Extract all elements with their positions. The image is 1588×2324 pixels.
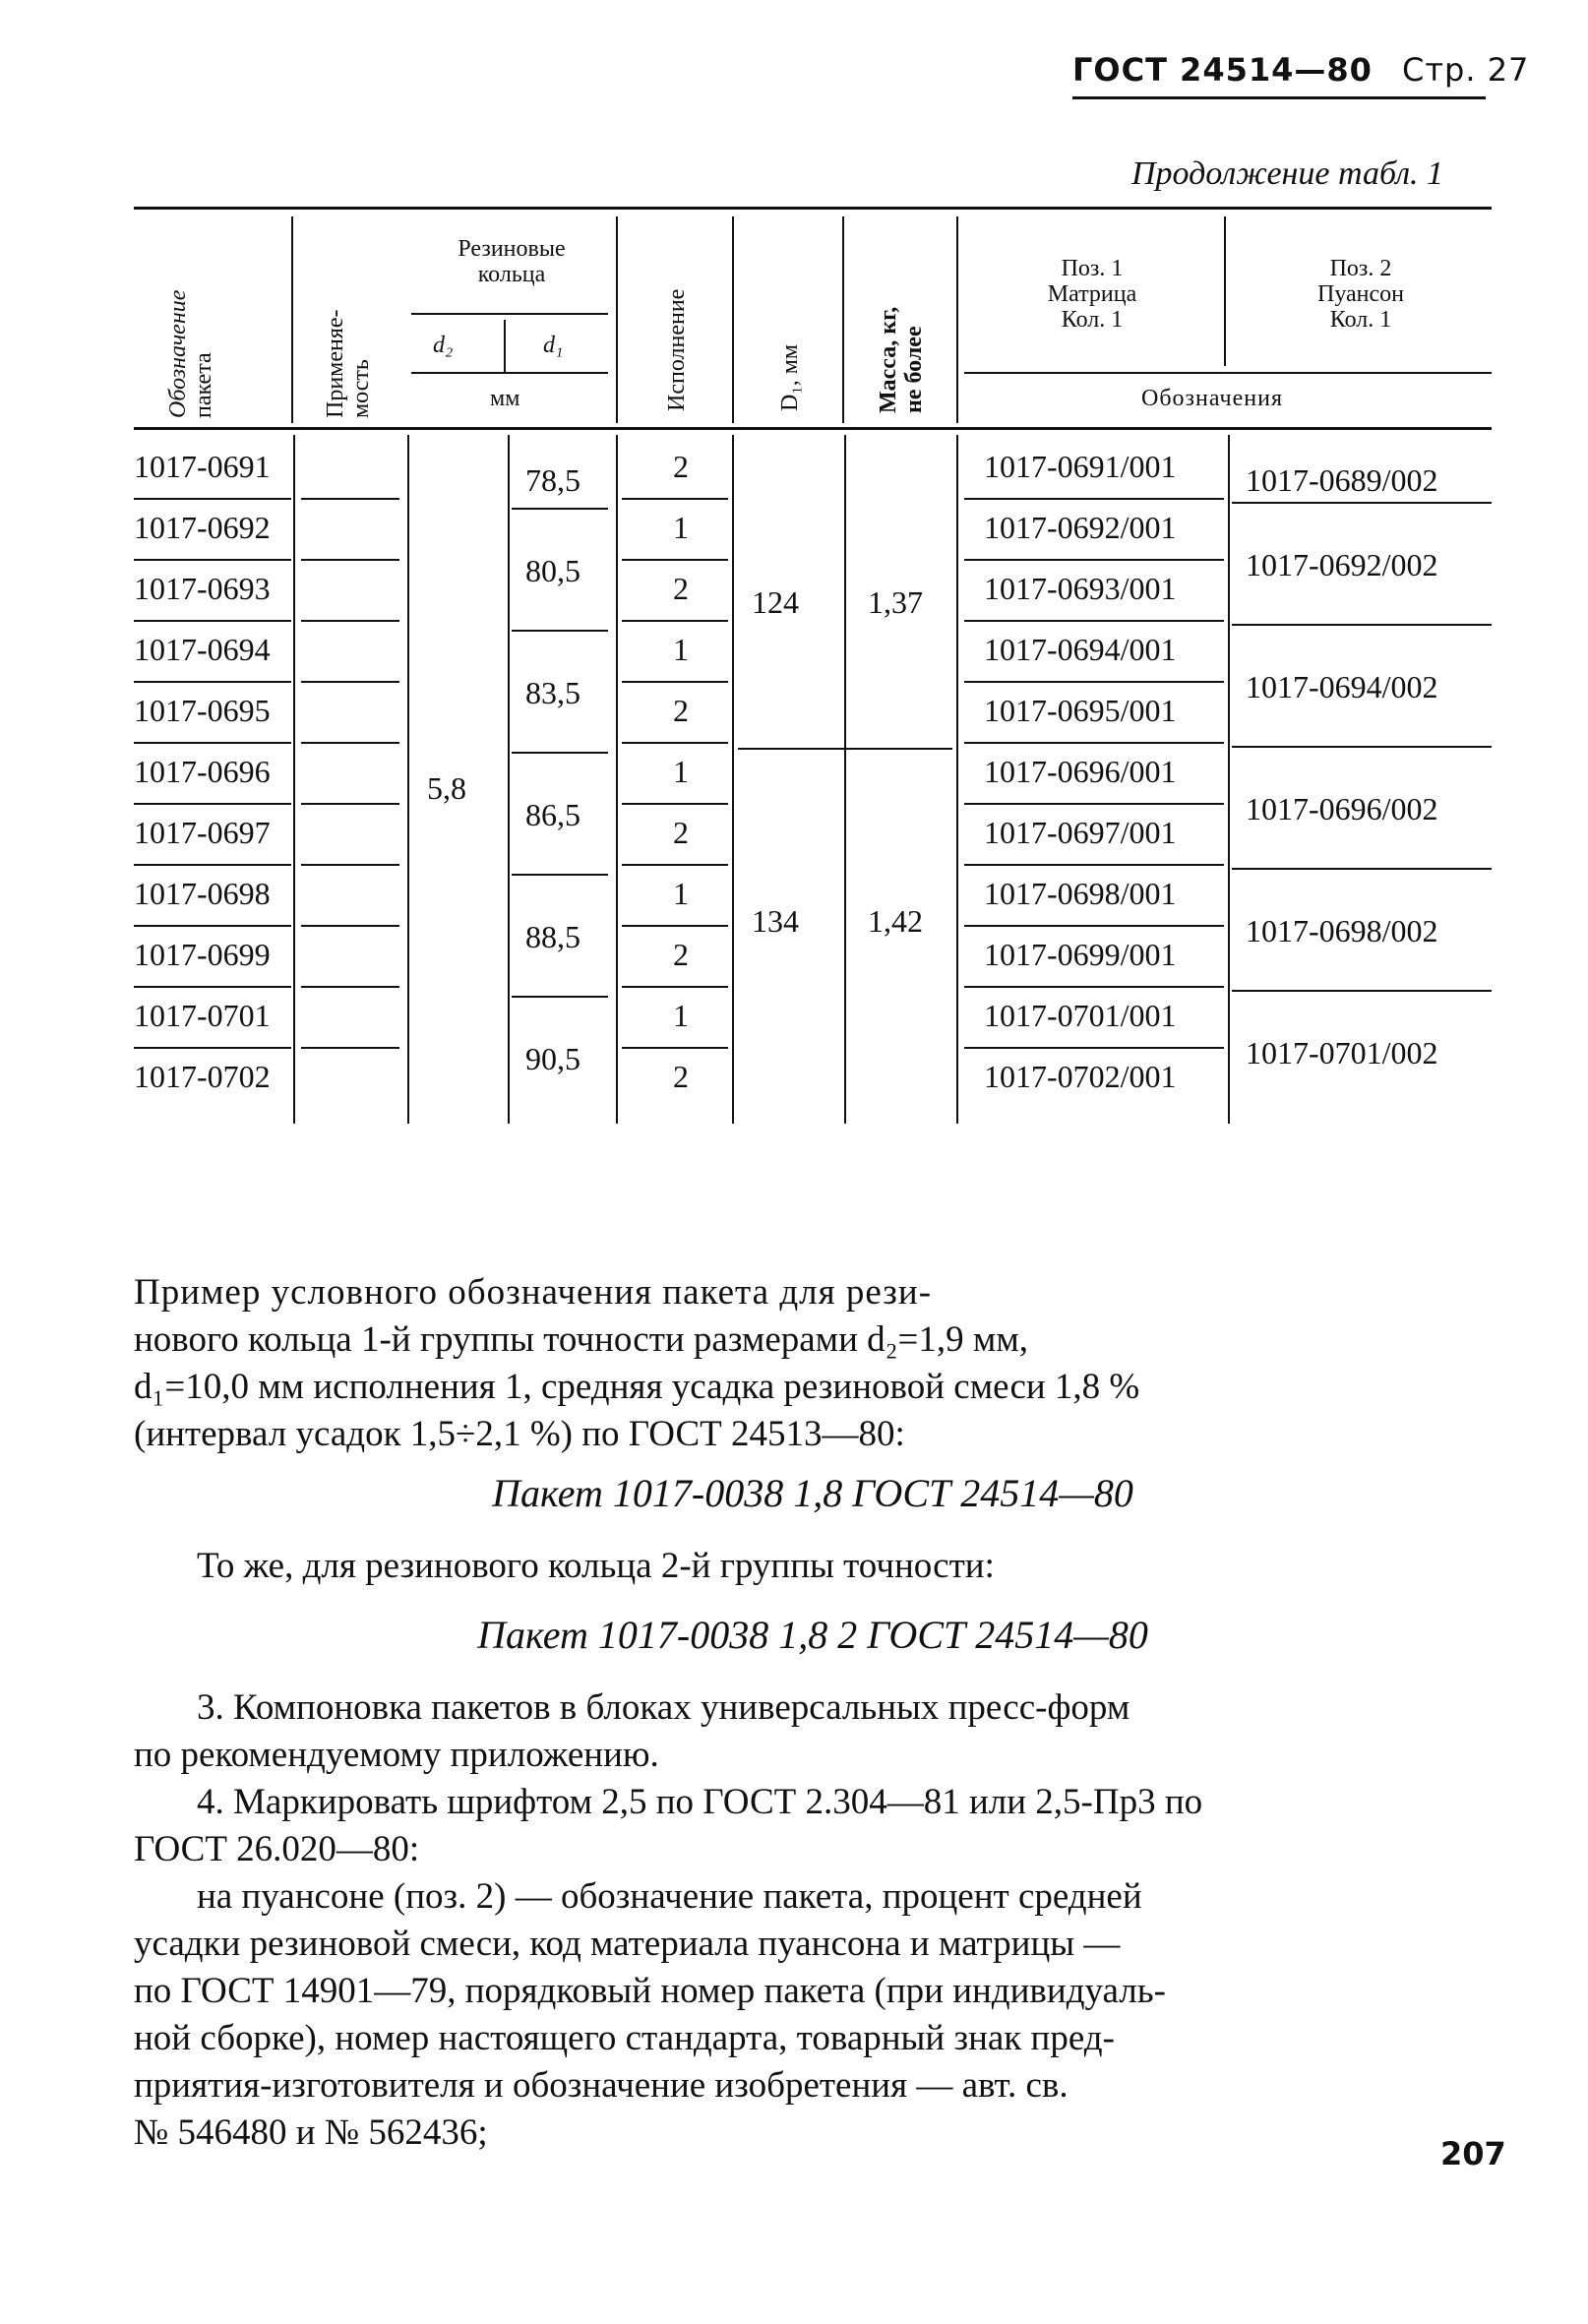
row-rule [301,498,399,500]
row-rule [622,498,728,500]
cell-d1: 86,5 [525,797,580,832]
cell-mass: 1,37 [868,584,923,620]
cell-pos1: 1017-0698/001 [984,876,1177,911]
cell-d1: 90,5 [525,1041,580,1076]
page-label: Стр. 27 [1402,51,1530,89]
cell-version: 2 [673,571,689,606]
cell-pos1: 1017-0702/001 [984,1059,1177,1094]
row-rule [134,986,291,988]
header-designation: Обозначение пакета [165,289,216,418]
row-rule [301,925,399,927]
row-rule [964,986,1224,988]
header-rings: Резиновые кольца [458,236,566,287]
cell-pos1: 1017-0699/001 [984,937,1177,972]
cell-pos1: 1017-0692/001 [984,510,1177,545]
row-rule [301,681,399,683]
cell-designation: 1017-0693 [134,571,271,606]
header-mass: Масса, кг, не более [876,306,927,413]
row-rule [622,986,728,988]
cell-version: 2 [673,1059,689,1094]
row-rule [964,803,1224,805]
example-paragraph: Пример условного обозначения пакета для рези- нового кольца 1-й группы точности размерами d₂=1,9 мм, d₁=10,0 мм исполнения 1, средняя усадка резиновой смеси 1,8 % (интервал усадок 1,5÷2,1 %) по ГОСТ 24513—80: [134,1272,1140,1454]
header-designations: Обозначения [1141,386,1284,411]
cell-mass: 1,42 [868,903,923,939]
row-rule [964,681,1224,683]
row-rule [964,925,1224,927]
row-rule [964,864,1224,866]
cell-designation: 1017-0698 [134,876,271,911]
cell-version: 1 [673,632,689,667]
row-rule [622,559,728,561]
header-d1: d₁ [543,333,564,358]
table-continuation: Продолжение табл. 1 [1131,155,1444,192]
cell-version: 2 [673,449,689,484]
marking-paragraph: на пуансоне (поз. 2) — обозначение пакета, процент средней усадки резиновой смеси, код материала пуансона и матрицы — по ГОСТ 14901—79, порядковый номер пакета (при индивидуаль- ной сборке), номер настоящего стандарта, товарный знак пред- приятия-изготовителя и обозначение изобретения — авт. св. № 546480 и № 562436; [134,1876,1166,2153]
row-rule [964,742,1224,744]
cell-designation: 1017-0699 [134,937,271,972]
row-rule [134,742,291,744]
cell-pos1: 1017-0701/001 [984,998,1177,1033]
header-pos1: Поз. 1 Матрица Кол. 1 [1047,256,1137,333]
cell-pos2: 1017-0689/002 [1246,462,1438,498]
header-applicability: Применяе- мость [323,309,374,418]
row-rule [301,742,399,744]
cell-pos1: 1017-0696/001 [984,754,1177,789]
item-3: 3. Компоновка пакетов в блоках универсальных пресс-форм по рекомендуемому приложению. [134,1687,1130,1775]
row-rule [301,620,399,622]
cell-d1: 80,5 [525,553,580,588]
header-d2: d₂ [433,333,454,358]
row-rule [622,925,728,927]
cell-designation: 1017-0701 [134,998,271,1033]
standard-number: ГОСТ 24514—80 [1072,51,1373,89]
cell-designation: 1017-0692 [134,510,271,545]
header-unit-mm: мм [490,386,520,411]
cell-pos2: 1017-0694/002 [1246,669,1438,704]
cell-d1: 78,5 [525,462,580,498]
cell-designation: 1017-0697 [134,815,271,850]
row-rule [622,864,728,866]
cell-pos2: 1017-0701/002 [1246,1035,1438,1070]
same-group-line: То же, для резинового кольца 2-й группы точности: [197,1546,995,1586]
cell-pos1: 1017-0694/001 [984,632,1177,667]
row-rule [622,1047,728,1049]
cell-version: 1 [673,754,689,789]
cell-d2: 5,8 [427,770,466,806]
cell-pos1: 1017-0695/001 [984,693,1177,728]
cell-designation: 1017-0691 [134,449,271,484]
row-rule [964,1047,1224,1049]
row-rule [301,559,399,561]
example-designation-2: Пакет 1017-0038 1,8 2 ГОСТ 24514—80 [477,1613,1148,1657]
row-rule [134,681,291,683]
cell-designation: 1017-0694 [134,632,271,667]
cell-designation: 1017-0696 [134,754,271,789]
cell-version: 2 [673,815,689,850]
row-rule [134,620,291,622]
cell-version: 1 [673,876,689,911]
cell-pos1: 1017-0697/001 [984,815,1177,850]
row-rule [134,559,291,561]
cell-version: 1 [673,510,689,545]
cell-version: 2 [673,693,689,728]
cell-pos1: 1017-0691/001 [984,449,1177,484]
row-rule [964,620,1224,622]
page-number: 207 [1440,2135,1506,2172]
row-rule [134,864,291,866]
header-version: Исполнение [664,288,690,411]
cell-designation: 1017-0702 [134,1059,271,1094]
cell-pos1: 1017-0693/001 [984,571,1177,606]
cell-designation: 1017-0695 [134,693,271,728]
item-4: 4. Маркировать шрифтом 2,5 по ГОСТ 2.304—81 или 2,5-Пр3 по ГОСТ 26.020—80: [134,1782,1203,1869]
cell-pos2: 1017-0698/002 [1246,913,1438,948]
cell-D1: 124 [752,584,799,620]
row-rule [301,803,399,805]
cell-d1: 83,5 [525,675,580,710]
row-rule [622,803,728,805]
row-rule [134,1047,291,1049]
row-rule [622,681,728,683]
header-D1: D₁, мм [777,343,803,411]
cell-version: 1 [673,998,689,1033]
row-rule [622,742,728,744]
row-rule [301,864,399,866]
row-rule [964,498,1224,500]
row-rule [134,925,291,927]
cell-d1: 88,5 [525,919,580,954]
row-rule [134,803,291,805]
header-pos2: Поз. 2 Пуансон Кол. 1 [1316,256,1404,333]
example-designation-1: Пакет 1017-0038 1,8 ГОСТ 24514—80 [492,1471,1133,1515]
cell-D1: 134 [752,903,799,939]
row-rule [622,620,728,622]
cell-pos2: 1017-0692/002 [1246,547,1438,582]
row-rule [301,986,399,988]
row-rule [134,498,291,500]
cell-version: 2 [673,937,689,972]
row-rule [301,1047,399,1049]
row-rule [964,559,1224,561]
cell-pos2: 1017-0696/002 [1246,791,1438,826]
